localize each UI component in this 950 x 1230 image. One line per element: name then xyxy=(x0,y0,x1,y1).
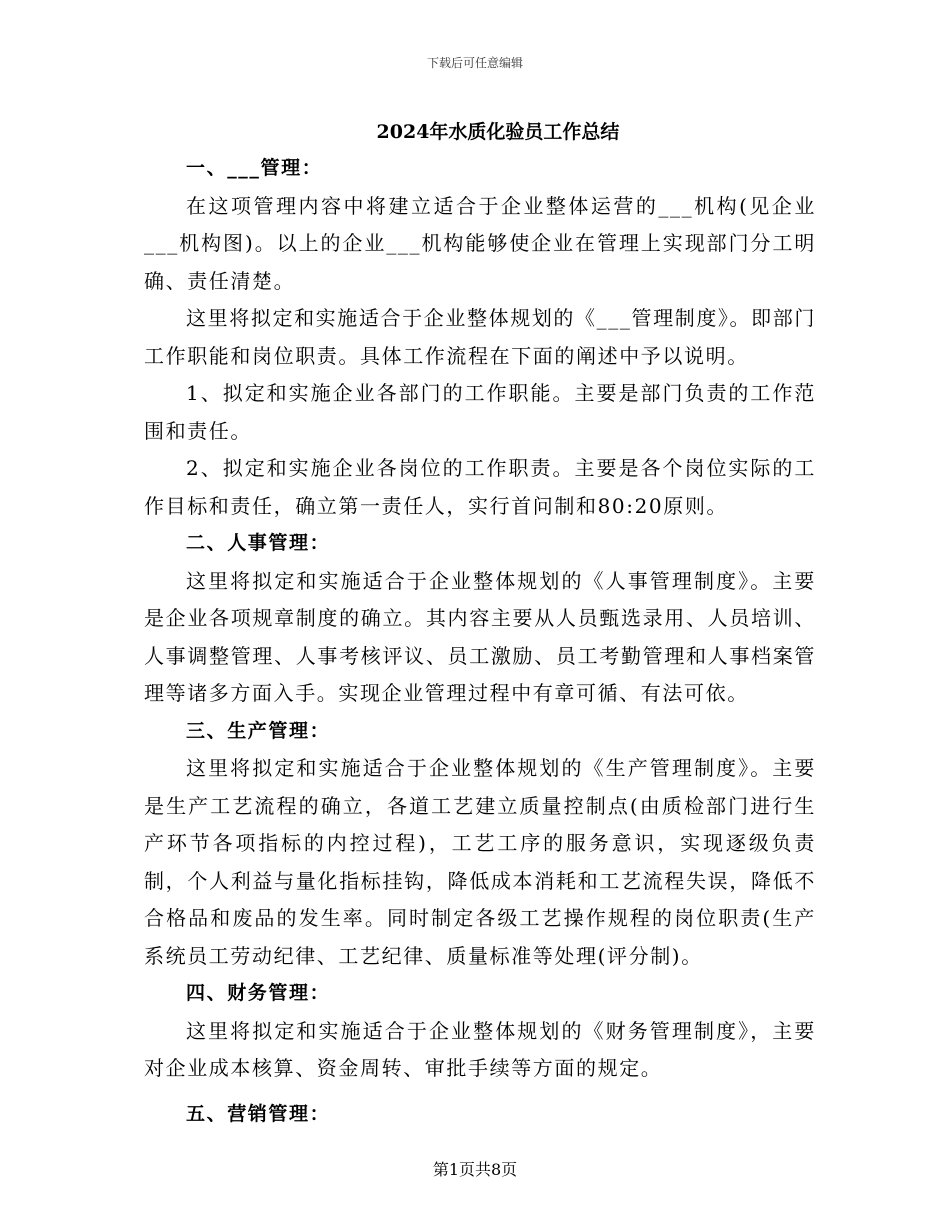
section-heading-4: 四、财务管理： xyxy=(186,982,331,1004)
section-heading-1: 一、___管理： xyxy=(186,157,323,179)
document-body xyxy=(144,150,816,1133)
page-number: 第1页共8页 xyxy=(432,1160,518,1179)
section-heading-3: 三、生产管理： xyxy=(186,719,331,742)
paragraph: 这里将拟定和实施适合于企业整体规划的《___管理制度》。即部门工作职能和岗位职责。具体工作流程在下面的阐述中予以说明。 xyxy=(144,306,816,368)
paragraph: 这里将拟定和实施适合于企业整体规划的《生产管理制度》。主要是生产工艺流程的确立，各道工艺建立质量控制点(由质检部门进行生产环节各项指标的内控过程)，工艺工序的服务意识，实现逐级负责制，个人利益与量化指标挂钩，降低成本消耗和工艺流程失误，降低不合格品和废品的发生率。同时制定各级工艺操作规程的岗位职责(生产系统员工劳动纪律、工艺纪律、质量标准等处理(评分制)。 xyxy=(144,756,816,968)
section-heading-2: 二、人事管理： xyxy=(186,532,331,554)
paragraph: 这里将拟定和实施适合于企业整体规划的《财务管理制度》，主要对企业成本核算、资金周转、审批手续等方面的规定。 xyxy=(144,1018,816,1080)
document-title: 2024年水质化验员工作总结 xyxy=(376,121,620,143)
paragraph: 在这项管理内容中将建立适合于企业整体运营的___机构(见企业___机构图)。以上的企业___机构能够使企业在管理上实现部门分工明确、责任清楚。 xyxy=(144,193,816,293)
section-heading-5: 五、营销管理： xyxy=(186,1102,331,1125)
paragraph: 这里将拟定和实施适合于企业整体规划的《人事管理制度》。主要是企业各项规章制度的确立。其内容主要从人员甄选录用、人员培训、人事调整管理、人事考核评议、员工激励、员工考勤管理和人事档案管理等诸多方面入手。实现企业管理过程中有章可循、有法可依。 xyxy=(144,568,816,705)
paragraph: 1、拟定和实施企业各部门的工作职能。主要是部门负责的工作范围和责任。 xyxy=(144,381,816,443)
paragraph: 2、拟定和实施企业各岗位的工作职责。主要是各个岗位实际的工作目标和责任，确立第一责任人，实行首问制和80:20原则。 xyxy=(144,456,816,518)
header-note: 下载后可任意编辑 xyxy=(426,56,523,70)
